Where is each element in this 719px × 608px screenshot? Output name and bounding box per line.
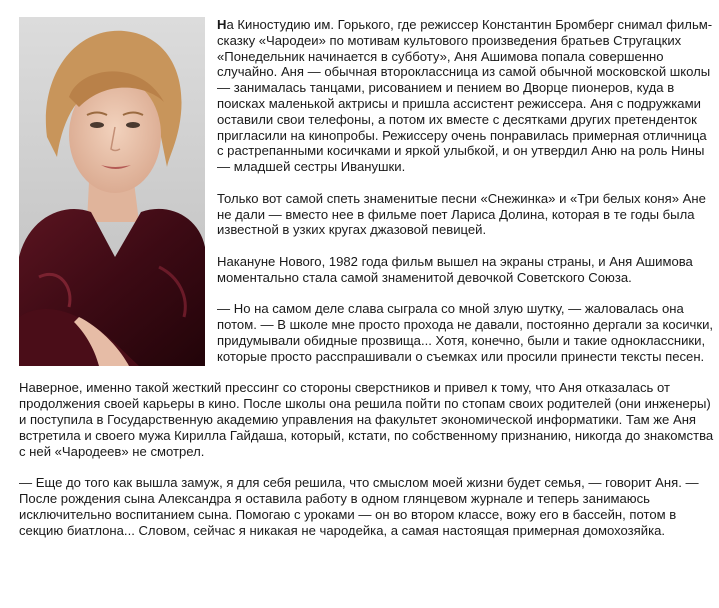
paragraph-3: Накануне Нового, 1982 года фильм вышел на экраны страны, и Аня Ашимова моментально стала самой знаменитой девочкой Советского Союза. bbox=[217, 253, 693, 285]
paragraph-6: — Еще до того как вышла замуж, я для себя решила, что смыслом моей жизни будет семья, — говорит Аня. — После рождения сына Александра я оставила работу в одном глянцевом журнале и теперь занимаюсь исключительно воспитанием сына. Помогаю с уроками — он во втором классе, вожу его в бассейн, потом в секцию биатлона... Словом, сейчас я никакая не чародейка, а самая настоящая примерная домохозяйка. bbox=[19, 475, 699, 538]
portrait-illustration bbox=[19, 17, 205, 366]
dropcap-letter: Н bbox=[217, 17, 227, 32]
paragraph-1-text: а Киностудию им. Горького, где режиссер Константин Бромберг снимал фильм-сказку «Чародеи» по мотивам культового произведения братьев Стругацких «Понедельник начинается в субботу», Аня Ашимова попала совершенно случайно. Аня — обычная второклассница из самой обычной московской школы — занималась танцами, рисованием и пением во Дворце пионеров, куда в поисках маленькой актрисы и пришла ассистент режиссера. Аня с подружками оставили свои телефоны, а потом их вместе с десятками других претенденток пригласили на кинопробы. Режиссеру очень понравилась примерная отличница с растрепанными косичками и яркой улыбкой, и он утвердил Аню на роль Нины — младшей сестры Иванушки. bbox=[217, 17, 713, 175]
article bbox=[19, 17, 715, 554]
paragraph-2: Только вот самой спеть знаменитые песни «Снежинка» и «Три белых коня» Ане не дали — вместо нее в фильме поет Лариса Долина, которая в те годы была известной в узких кругах джазовой певицей. bbox=[217, 190, 706, 238]
paragraph-4: — Но на самом деле слава сыграла со мной злую шутку, — жаловалась она потом. — В школе мне просто прохода не давали, постоянно дергали за косички, придумывали обидные прозвища... Хотя, конечно, были и такие одноклассники, которые просто расспрашивали о съемках или просили принести тексты песен. bbox=[217, 301, 714, 364]
portrait-photo bbox=[19, 17, 205, 366]
paragraph-5: Наверное, именно такой жесткий прессинг со стороны сверстников и привел к тому, что Аня отказалась от продолжения своей карьеры в кино. После школы она решила пойти по стопам своих родителей (они инженеры) и поступила в Государственную академию управления на факультет экономической информатики. Там же Аня встретила и своего мужа Кирилла Гайдаша, который, кстати, по собственному признанию, никогда до знакомства с ней «Чародеев» не смотрел. bbox=[19, 380, 714, 459]
